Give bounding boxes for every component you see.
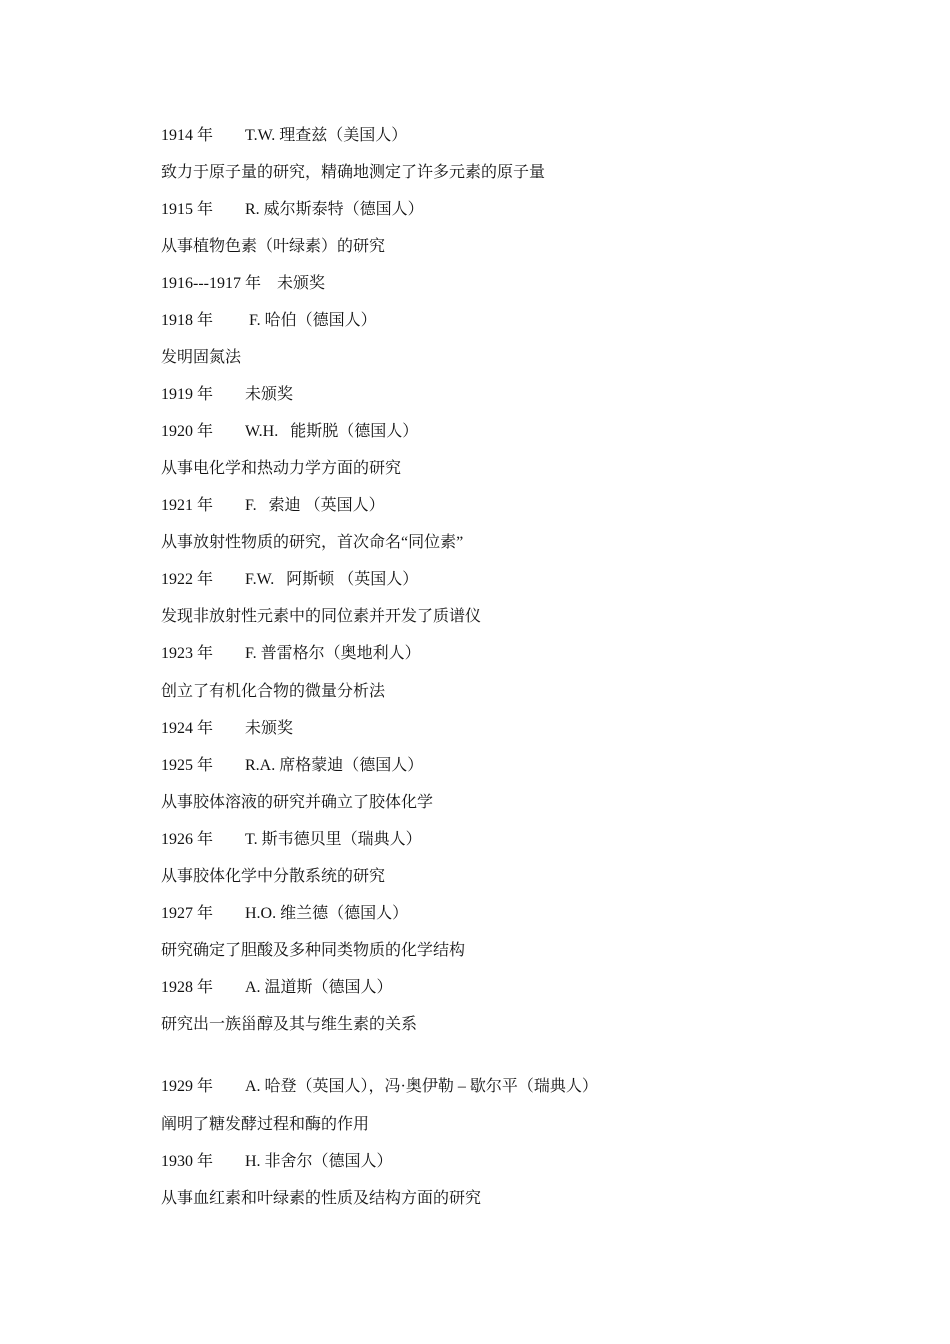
year-line-1928: 1928 年 A. 温道斯（德国人） [161, 979, 393, 996]
year-line-1920: 1920 年 W.H. 能斯脱（德国人） [161, 423, 419, 440]
description-line: 发明固氮法 [161, 349, 242, 366]
year-line-1918: 1918 年 F. 哈伯（德国人） [161, 312, 377, 329]
year-line-1922: 1922 年 F.W. 阿斯顿 （英国人） [161, 571, 419, 588]
year-line-1930: 1930 年 H. 非舍尔（德国人） [161, 1153, 393, 1170]
description-line: 阐明了糖发酵过程和酶的作用 [161, 1116, 370, 1133]
description-line: 创立了有机化合物的微量分析法 [161, 683, 386, 700]
year-line-1924: 1924 年 未颁奖 [161, 720, 294, 737]
description-line: 从事植物色素（叶绿素）的研究 [161, 238, 386, 255]
year-line-1919: 1919 年 未颁奖 [161, 386, 294, 403]
description-line: 发现非放射性元素中的同位素并开发了质谱仪 [161, 608, 482, 625]
description-line: 研究出一族甾醇及其与维生素的关系 [161, 1016, 418, 1033]
year-line-1923: 1923 年 F. 普雷格尔（奥地利人） [161, 645, 421, 662]
description-line: 研究确定了胆酸及多种同类物质的化学结构 [161, 942, 466, 959]
year-line-1915: 1915 年 R. 威尔斯泰特（德国人） [161, 201, 424, 218]
year-line-1929: 1929 年 A. 哈登（英国人），冯·奥伊勒 – 歇尔平（瑞典人） [161, 1078, 598, 1095]
description-line: 致力于原子量的研究，精确地测定了许多元素的原子量 [161, 164, 546, 181]
year-line-1925: 1925 年 R.A. 席格蒙迪（德国人） [161, 757, 424, 774]
year-line-1927: 1927 年 H.O. 维兰德（德国人） [161, 905, 409, 922]
year-line-1926: 1926 年 T. 斯韦德贝里（瑞典人） [161, 831, 422, 848]
description-line: 从事放射性物质的研究，首次命名“同位素” [161, 534, 464, 551]
year-line-1914: 1914 年 T.W. 理查兹（美国人） [161, 127, 408, 144]
description-line: 从事胶体溶液的研究并确立了胶体化学 [161, 794, 434, 811]
year-line-1916-1917: 1916---1917 年 未颁奖 [161, 275, 325, 292]
description-line: 从事胶体化学中分散系统的研究 [161, 868, 386, 885]
description-line: 从事血红素和叶绿素的性质及结构方面的研究 [161, 1190, 482, 1207]
description-line: 从事电化学和热动力学方面的研究 [161, 460, 402, 477]
year-line-1921: 1921 年 F. 索迪 （英国人） [161, 497, 385, 514]
